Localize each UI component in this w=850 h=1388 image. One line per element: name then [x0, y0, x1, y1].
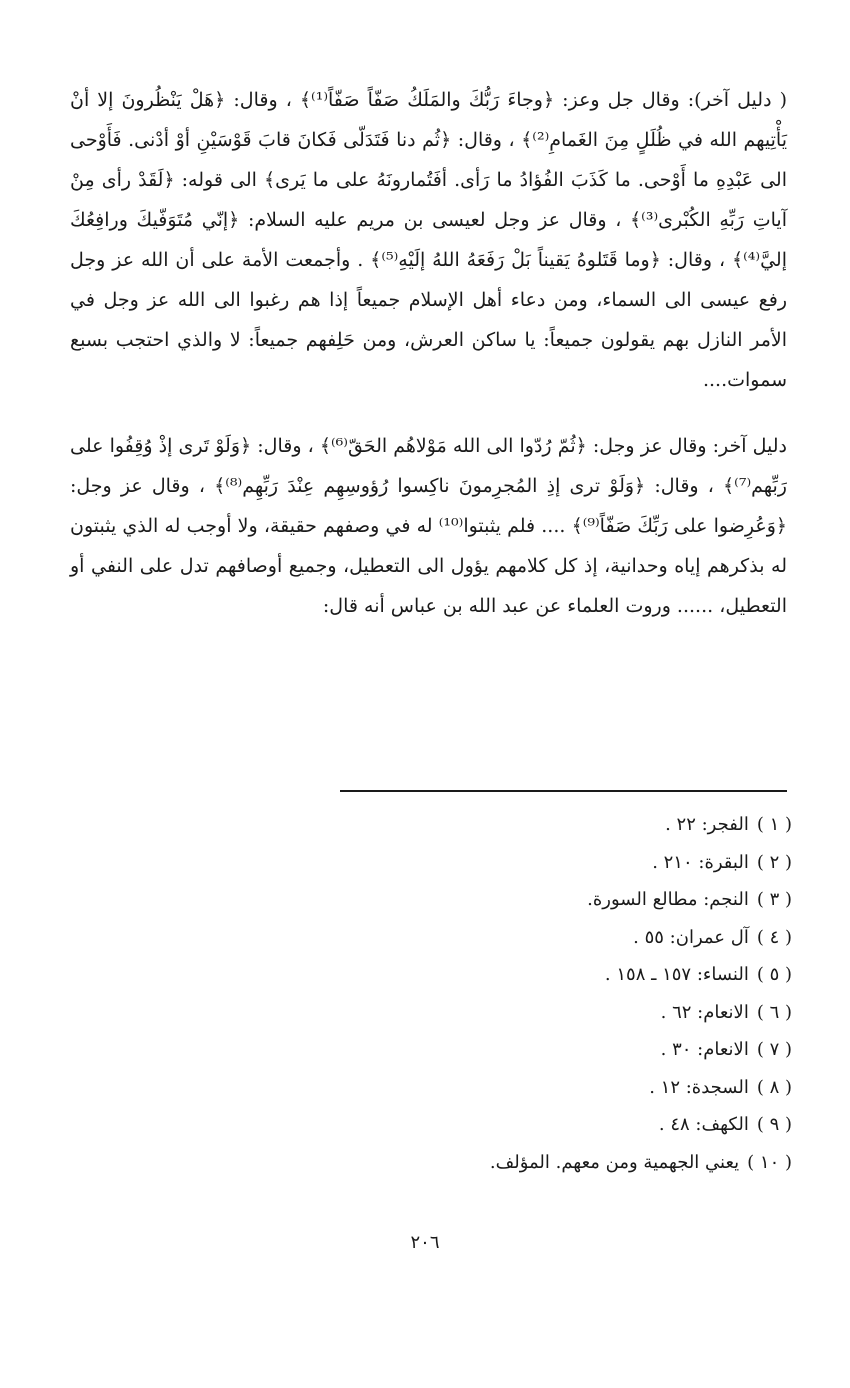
footnote-number: ( ٥ )	[756, 964, 792, 985]
paragraph-2: دليل آخر: وقال عز وجل: ﴿ثُمّ رُدّوا الى الله مَوْلاهُم الحَقّ⁽⁶⁾﴾ ، وقال: ﴿وَلَوْ تَرى إذْ وُقِفُوا على رَبِّهم⁽⁷⁾﴾ ، وقال: ﴿وَلَوْ ترى إذِ المُجرِمونَ ناكِسوا رُؤوسِهِم عِنْدَ رَبِّهِم⁽⁸⁾﴾ ، وقال عز وجل: ﴿وَعُرِضوا على رَبِّكَ صَفّاً⁽⁹⁾﴾ .... فلم يثبتوا⁽¹⁰⁾ له في وصفهم حقيقة، ولا أوجب له الذي يثبتون له بذكرهم إياه وحدانية، إذ كل كلامهم يؤول الى التعطيل، وجميع أوصافهم تدل على النفي أو التعطيل، ...... وروت العلماء عن عبد الله بن عباس أنه قال:	[70, 435, 788, 617]
footnote-item	[272, 1144, 792, 1182]
footnote-separator	[340, 790, 787, 792]
footnote-number: ( ١ )	[756, 814, 792, 835]
footnote-number: ( ٤ )	[756, 926, 792, 948]
footnote-number: ( ٨ )	[756, 1076, 792, 1098]
footnote-text: يعني الجهمية ومن معهم. المؤلف.	[489, 1151, 740, 1173]
footnote-text: الفجر: ٢٢ .	[665, 814, 749, 835]
footnote-item	[272, 1069, 792, 1107]
footnote-number: ( ٣ )	[756, 889, 792, 910]
footnote-number: ( ٢ )	[756, 851, 792, 873]
footnote-item	[272, 1106, 792, 1144]
footnote-number: ( ٦ )	[756, 1001, 792, 1023]
main-text	[70, 80, 787, 626]
footnote-number: ( ٧ )	[756, 1039, 792, 1060]
footnote-item	[272, 1031, 792, 1069]
footnote-item	[272, 881, 792, 919]
footnote-text: النجم: مطالع السورة.	[587, 889, 749, 910]
footnote-item	[272, 956, 792, 994]
page-number: ٢٠٦	[410, 1232, 440, 1253]
footnote-item	[272, 806, 792, 844]
footnote-item	[272, 994, 792, 1032]
footnote-text: الانعام: ٦٢ .	[660, 1001, 749, 1023]
footnote-text: آل عمران: ٥٥ .	[633, 926, 749, 948]
footnote-text: البقرة: ٢١٠ .	[652, 851, 749, 873]
footnotes-list	[272, 806, 792, 1181]
footnote-text: الانعام: ٣٠ .	[660, 1039, 749, 1060]
footnote-number: ( ١٠ )	[747, 1151, 792, 1173]
paragraph-1: ( دليل آخر): وقال جل وعز: ﴿وجاءَ رَبُّكَ والمَلَكُ صَفّاً صَفّاً⁽¹⁾﴾ ، وقال: ﴿هَلْ يَنْظُرونَ إلا أنْ يَأْتِيهم الله في ظُلَلٍ مِنَ الغَمامِ⁽²⁾﴾ ، وقال: ﴿ثُم دنا فَتَدَلّى فَكانَ قابَ قَوْسَيْنِ أوْ أدْنى. فَأَوْحى الى عَبْدِهِ ما أَوْحى. ما كَذَبَ الفُؤادُ ما رَأى. أفَتُمارونَهُ على ما يَرى﴾ الى قوله: ﴿لَقَدْ رأى مِنْ آياتِ رَبِّهِ الكُبْرى⁽³⁾﴾ ، وقال عز وجل لعيسى بن مريم عليه السلام: ﴿إنّي مُتَوَفّيكَ ورافِعُكَ إليَّ⁽⁴⁾﴾ ، وقال: ﴿وما قَتَلوهُ يَقيناً بَلْ رَفَعَهُ اللهُ إلَيْهِ⁽⁵⁾﴾ . وأجمعت الأمة على أن الله عز وجل رفع عيسى الى السماء، ومن دعاء أهل الإسلام جميعاً إذا هم رغبوا الى الله عز وجل في الأمر النازل بهم يقولون جميعاً: يا ساكن العرش، ومن حَلِفهم جميعاً: لا والذي احتجب بسبع سموات....	[70, 89, 788, 391]
footnote-item	[272, 919, 792, 957]
footnote-text: الكهف: ٤٨ .	[658, 1114, 749, 1135]
footnote-number: ( ٩ )	[756, 1114, 792, 1135]
footnote-text: النساء: ١٥٧ ـ ١٥٨ .	[604, 964, 749, 985]
footnote-text: السجدة: ١٢ .	[649, 1076, 749, 1098]
footnote-item	[272, 844, 792, 882]
